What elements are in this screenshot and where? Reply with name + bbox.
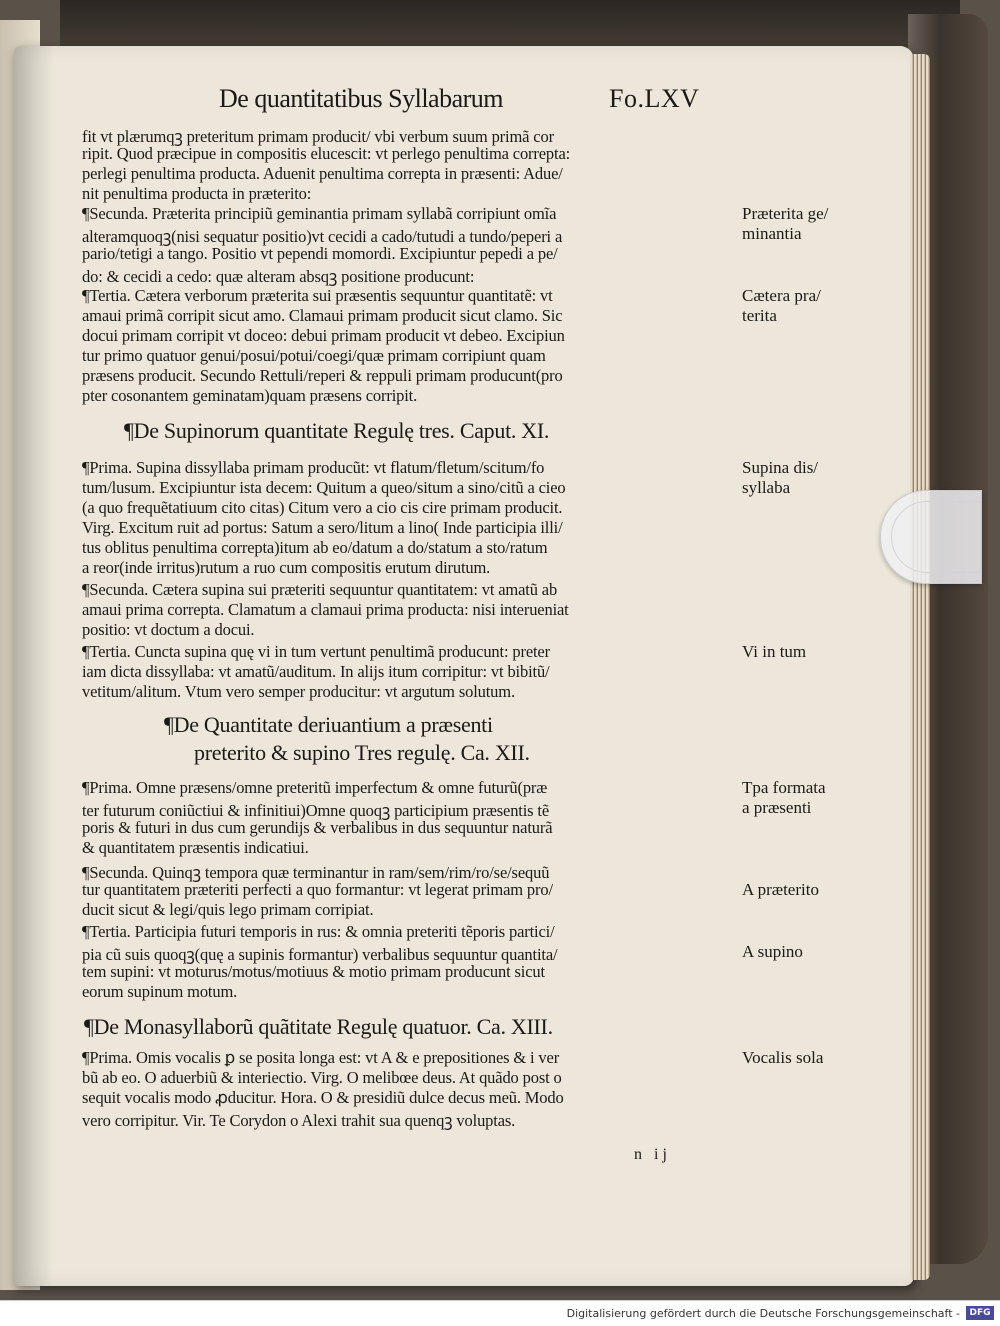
body-line: sequit vocalis modo ꝓducitur. Hora. O & presidiũ dulce decus meũ. Modo xyxy=(82,1088,564,1107)
margin-note: Cætera pra/ xyxy=(742,286,821,305)
body-line: tur primo quatuor genui/posui/potui/coegi/quæ primam corripiunt quam xyxy=(82,346,546,365)
margin-note: Supina dis/ xyxy=(742,458,819,477)
body-line: perlegi penultima producta. Aduenit penultima correpta in præsenti: Adue/ xyxy=(82,164,563,183)
body-line: & quantitatem præsentis indicatiui. xyxy=(82,838,309,857)
body-line: docui primam corripit vt doceo: debui primam producit vt debeo. Excipiun xyxy=(82,326,565,345)
running-title: De quantitatibus Syllabarum xyxy=(219,84,504,113)
page-fore-edge xyxy=(910,54,930,1280)
body-line: tem supini: vt moturus/motus/motiuus & motio primam producunt sicut xyxy=(82,962,545,981)
body-line: ¶Tertia. Cætera verborum præterita sui præsentis sequuntur quantitatẽ: vt xyxy=(82,286,553,305)
body-line: tur quantitatem præteriti perfecti a quo formantur: vt legerat primam pro/ xyxy=(82,880,553,899)
body-line: alteramquoqꝫ(nisi sequatur positio)vt cecidi a cado/tutudi a tundo/peperi a xyxy=(82,227,563,246)
book-page xyxy=(14,46,914,1286)
section-heading-11: ¶De Supinorum quantitate Regulę tres. Caput. XI. xyxy=(124,418,550,443)
signature-mark: n ij xyxy=(634,1146,671,1163)
body-line: ¶Secunda. Cætera supina sui præteriti sequuntur quantitatem: vt amatũ ab xyxy=(82,580,558,599)
body-line: tus oblitus penultima correpta)itum ab eo/datum a do/statum a sto/ratum xyxy=(82,538,548,557)
body-line: Virg. Excitum ruit ad portus: Satum a sero/litum a lino( Inde participia illi/ xyxy=(82,518,563,537)
body-line: ¶Prima. Omne præsens/omne preteritũ imperfectum & omne futurũ(præ xyxy=(82,778,548,797)
body-line: amaui primã corripit sicut amo. Clamaui primam producit sicut clamo. Sic xyxy=(82,306,563,325)
bookmark-tab xyxy=(880,490,982,584)
body-line: pter cosonantem geminatam)quam præsens corripit. xyxy=(82,386,418,405)
body-line: ¶Secunda. Præterita principiũ geminantia primam syllabã corripiunt omĩa xyxy=(82,204,557,223)
body-line: positio: vt doctum a docui. xyxy=(82,620,255,639)
body-line: eorum supinum motum. xyxy=(82,982,238,1001)
body-line: ¶Secunda. Quinqꝫ tempora quæ terminantur in ram/sem/rim/ro/se/sequũ xyxy=(82,863,550,882)
body-line: bũ ab eo. O aduerbiũ & interiectio. Virg. O melibœe deus. At quãdo post o xyxy=(82,1068,562,1087)
body-line: do: & cecidi a cedo: quæ alteram absqꝫ positione producunt: xyxy=(82,267,475,286)
section-heading-12-cont: preterito & supino Tres regulę. Ca. XII. xyxy=(194,740,530,765)
body-line: ¶Tertia. Cuncta supina quę vi in tum vertunt penultimã producunt: preter xyxy=(82,642,550,661)
body-line: ¶Prima. Supina dissyllaba primam producũt: vt flatum/fletum/scitum/fo xyxy=(82,458,545,477)
body-line: poris & futuri in dus cum gerundijs & verbalibus in dus sequuntur naturã xyxy=(82,818,553,837)
margin-note: terita xyxy=(742,306,777,325)
body-line: ¶Tertia. Participia futuri temporis in rus: & omnia preteriti tẽporis partici/ xyxy=(82,922,555,941)
body-line: ¶Prima. Omis vocalis ꝑ se posita longa est: vt A & e prepositiones & i ver xyxy=(82,1048,560,1067)
section-heading-13: ¶De Monasyllaborũ quãtitate Regulę quatuor. Ca. XIII. xyxy=(84,1014,553,1039)
body-line: amaui prima correpta. Clamatum a clamaui prima producta: nisi interueniat xyxy=(82,600,569,619)
bookmark-tab-inner xyxy=(891,501,981,573)
body-line: a reor(inde irritus)rutum a ruo cum compositis erutum dirutum. xyxy=(82,558,491,577)
margin-note: Vi in tum xyxy=(742,642,807,661)
body-line: tum/lusum. Excipiuntur ista decem: Quitum a queo/situm a sino/citũ a cieo xyxy=(82,478,566,497)
footer-credit: Digitalisierung gefördert durch die Deutsche Forschungsgemeinschaft - xyxy=(566,1307,960,1320)
body-line: ter futurum coniũctiui & infinitiui)Omne quoqꝫ participium præsentis tẽ xyxy=(82,801,550,820)
body-line: nit penultima producta in præterito: xyxy=(82,184,312,203)
body-line: vero corripitur. Vir. Te Corydon o Alexi trahit sua quenqꝫ voluptas. xyxy=(82,1111,516,1130)
section-heading-12: ¶De Quantitate deriuantium a præsenti xyxy=(164,712,493,737)
body-line: præsens producit. Secundo Rettuli/reperi & reppuli primam producunt(pro xyxy=(82,366,563,385)
margin-note: a præsenti xyxy=(742,798,812,817)
margin-note: syllaba xyxy=(742,478,791,497)
margin-note: minantia xyxy=(742,224,802,243)
body-line: ripit. Quod præcipue in compositis elucescit: vt perlego penultima correpta: xyxy=(82,144,571,163)
folio-number: Fo.LXV xyxy=(609,84,700,113)
margin-note: Tpa formata xyxy=(742,778,826,797)
body-line: pia cũ suis quoqꝫ(quę a supinis formantur) verbalibus sequuntur quantita/ xyxy=(82,945,558,964)
page-gutter-shadow xyxy=(14,46,54,1286)
margin-note: A supino xyxy=(742,942,803,961)
digitization-footer xyxy=(0,1300,1000,1326)
body-line: vetitum/alitum. Vtum vero semper producitur: vt argutum solutum. xyxy=(82,682,515,701)
body-line: pario/tetigi a tango. Positio vt pependi momordi. Excipiuntur pepedi a pe/ xyxy=(82,244,558,263)
dfg-logo: DFG xyxy=(966,1306,994,1320)
body-line: fit vt plærumqꝫ preteritum primam producit/ vbi verbum suum primã cor xyxy=(82,127,554,146)
margin-note: Vocalis sola xyxy=(742,1048,824,1067)
margin-note: Præterita ge/ xyxy=(742,204,829,223)
margin-note: A præterito xyxy=(742,880,819,899)
body-line: ducit sicut & legi/quis lego primam corripiat. xyxy=(82,900,374,919)
body-line: (a quo frequẽtatiuum cito citas) Citum vero a cio cis cire primam producit. xyxy=(82,498,563,517)
body-line: iam dicta dissyllaba: vt amatũ/auditum. In alijs itum corripitur: vt bibitũ/ xyxy=(82,662,550,681)
